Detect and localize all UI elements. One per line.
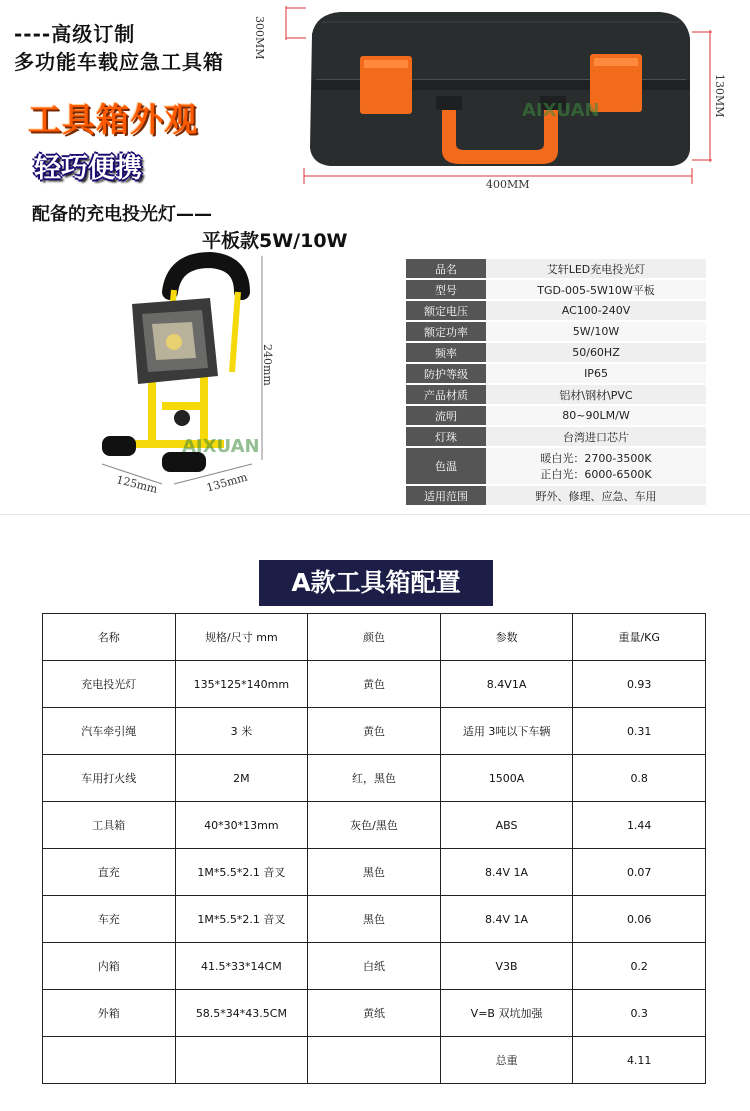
cell-spec: 1M*5.5*2.1 音叉 (175, 849, 308, 896)
config-header: 名称 (43, 614, 176, 661)
cell-spec: 3 米 (175, 708, 308, 755)
spec-value: 野外、修理、应急、车用 (486, 485, 706, 505)
spec-value: 艾轩LED充电投光灯 (486, 258, 706, 279)
cell-color: 灰色/黑色 (308, 802, 441, 849)
cell-name: 车用打火线 (43, 755, 176, 802)
cell-param: 适用 3吨以下车辆 (440, 708, 573, 755)
floodlight-line: 配备的充电投光灯—— (32, 204, 212, 225)
color-temp-cool: 正白光：6000-6500K (540, 468, 652, 481)
cell-color: 黄纸 (308, 990, 441, 1037)
cell-color: 红，黑色 (308, 755, 441, 802)
table-row (43, 661, 706, 708)
cell-param: 8.4V1A (440, 661, 573, 708)
spec-value: 50/60HZ (486, 342, 706, 363)
spec-value: 铝材\钢材\PVC (486, 384, 706, 405)
spec-row (406, 384, 706, 405)
heading-custom: ----高级订制 (14, 22, 136, 46)
spec-key: 色温 (406, 447, 486, 485)
table-row (43, 755, 706, 802)
cell-param: V=B 双坑加强 (440, 990, 573, 1037)
cell-spec: 135*125*140mm (175, 661, 308, 708)
config-title: A款工具箱配置 (259, 560, 493, 606)
heading-product: 多功能车载应急工具箱 (14, 50, 224, 74)
cell-weight: 0.8 (573, 755, 706, 802)
config-header: 颜色 (308, 614, 441, 661)
spec-key: 额定电压 (406, 300, 486, 321)
floodlight-watermark: AIXUAN (182, 436, 260, 457)
cell-weight: 0.3 (573, 990, 706, 1037)
section-divider (0, 514, 750, 515)
config-header: 规格/尺寸 mm (175, 614, 308, 661)
spec-row (406, 426, 706, 447)
cell-spec: 2M (175, 755, 308, 802)
cell-weight: 0.2 (573, 943, 706, 990)
spec-row (406, 363, 706, 384)
cell-color (308, 1037, 441, 1084)
config-table (42, 613, 706, 1084)
cell-name: 充电投光灯 (43, 661, 176, 708)
spec-key: 流明 (406, 405, 486, 426)
table-row (43, 990, 706, 1037)
model-line: 平板款5W/10W (202, 230, 348, 252)
table-row (43, 849, 706, 896)
dim-toolbox-depth: 130MM (713, 74, 726, 118)
cell-name: 汽车牵引绳 (43, 708, 176, 755)
dim-lamp-height: 240mm (261, 344, 274, 386)
cell-param: V3B (440, 943, 573, 990)
spec-key: 额定功率 (406, 321, 486, 342)
cell-spec: 1M*5.5*2.1 音叉 (175, 896, 308, 943)
cell-name: 内箱 (43, 943, 176, 990)
spec-value (486, 447, 706, 485)
cell-spec: 40*30*13mm (175, 802, 308, 849)
cell-color: 黄色 (308, 708, 441, 755)
appearance-title: 工具箱外观 (28, 100, 198, 139)
spec-value: TGD-005-5W10W平板 (486, 279, 706, 300)
total-label: 总重 (440, 1037, 573, 1084)
spec-key: 产品材质 (406, 384, 486, 405)
spec-row (406, 300, 706, 321)
cell-weight: 0.06 (573, 896, 706, 943)
spec-value: AC100-240V (486, 300, 706, 321)
cell-name (43, 1037, 176, 1084)
config-header: 重量/KG (573, 614, 706, 661)
table-row (43, 896, 706, 943)
cell-weight: 0.93 (573, 661, 706, 708)
cell-spec (175, 1037, 308, 1084)
cell-weight: 1.44 (573, 802, 706, 849)
cell-param: ABS (440, 802, 573, 849)
toolbox-watermark: AIXUAN (522, 100, 600, 121)
spec-key: 灯珠 (406, 426, 486, 447)
portable-label: 轻巧便携 (34, 153, 142, 184)
spec-row (406, 485, 706, 505)
spec-row (406, 258, 706, 279)
cell-color: 黄色 (308, 661, 441, 708)
spec-row (406, 321, 706, 342)
cell-weight: 0.07 (573, 849, 706, 896)
color-temp-warm: 暖白光：2700-3500K (540, 452, 652, 465)
spec-value: 5W/10W (486, 321, 706, 342)
spec-table (406, 257, 706, 505)
cell-name: 直充 (43, 849, 176, 896)
config-header: 参数 (440, 614, 573, 661)
table-row (43, 943, 706, 990)
cell-weight: 0.31 (573, 708, 706, 755)
spec-value: 台湾进口芯片 (486, 426, 706, 447)
spec-key: 型号 (406, 279, 486, 300)
table-row (43, 802, 706, 849)
spec-value: 80~90LM/W (486, 405, 706, 426)
table-row (43, 708, 706, 755)
spec-key: 频率 (406, 342, 486, 363)
config-header-row (43, 614, 706, 661)
spec-key: 适用范围 (406, 485, 486, 505)
spec-row (406, 279, 706, 300)
cell-color: 黑色 (308, 896, 441, 943)
toolbox-image (260, 0, 730, 200)
dim-toolbox-width: 400MM (486, 178, 530, 191)
dim-toolbox-height: 300MM (253, 16, 266, 60)
cell-param: 1500A (440, 755, 573, 802)
spec-key: 防护等级 (406, 363, 486, 384)
cell-name: 外箱 (43, 990, 176, 1037)
dim-lamp-depth: 125mm (115, 473, 159, 496)
cell-spec: 58.5*34*43.5CM (175, 990, 308, 1037)
spec-row (406, 447, 706, 485)
spec-row (406, 405, 706, 426)
cell-color: 黑色 (308, 849, 441, 896)
cell-param: 8.4V 1A (440, 849, 573, 896)
spec-value: IP65 (486, 363, 706, 384)
total-weight: 4.11 (573, 1037, 706, 1084)
cell-name: 工具箱 (43, 802, 176, 849)
cell-color: 白纸 (308, 943, 441, 990)
total-row (43, 1037, 706, 1084)
cell-param: 8.4V 1A (440, 896, 573, 943)
cell-spec: 41.5*33*14CM (175, 943, 308, 990)
spec-key: 品名 (406, 258, 486, 279)
cell-name: 车充 (43, 896, 176, 943)
spec-row (406, 342, 706, 363)
dim-lamp-width: 135mm (205, 470, 249, 495)
